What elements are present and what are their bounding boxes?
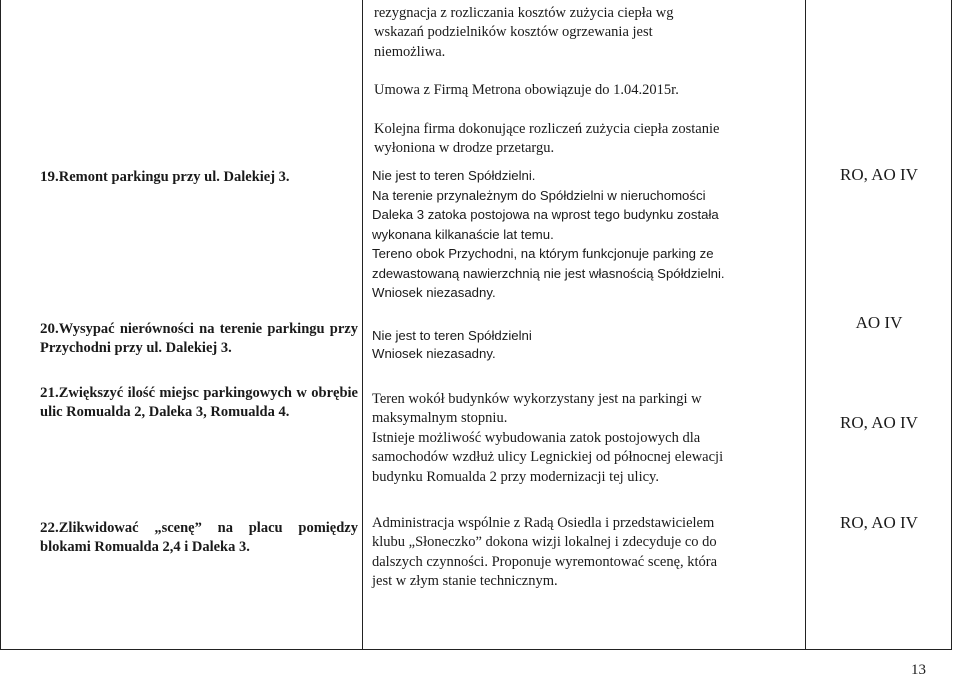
row-number: 20. xyxy=(40,321,59,337)
table-row xyxy=(40,320,358,358)
row-task: Wysypać nierówności na terenie parkingu przy Przychodni przy ul. Dalekiej 3. xyxy=(40,321,358,356)
row-task: Remont parkingu przy ul. Dalekiej 3. xyxy=(58,169,290,185)
continuation-paragraph: rezygnacja z rozliczania kosztów zużycia ciepła wg wskazań podzielników kosztów ogrzewania jest niemożliwa. xyxy=(374,5,674,60)
table-row xyxy=(40,384,358,422)
description-line: Teren wokół budynków wykorzystany jest na parkingi w maksymalnym stopniu. xyxy=(372,391,702,427)
row-description xyxy=(372,327,734,363)
row-number: 19. xyxy=(40,169,59,185)
column-divider-1 xyxy=(362,0,363,650)
table-row xyxy=(40,168,350,187)
continuation-text xyxy=(374,4,724,158)
responsible-label: RO, AO IV xyxy=(840,165,918,184)
row-description xyxy=(372,390,734,487)
description-line: Administracja wspólnie z Radą Osiedla i przedstawicielem klubu „Słoneczko” dokona wizji lokalnej i zdecyduje co do dalszych czynności. Proponuje wyremontować scenę, która jest w złym stanie technicznym. xyxy=(372,515,718,590)
description-line: Istnieje możliwość wybudowania zatok postojowych dla samochodów wzdłuż ulicy Legnickiej od północnej elewacji budynku Romualda 2 przy modernizacji tej ulicy. xyxy=(372,429,724,485)
continuation-paragraph: Umowa z Firmą Metrona obowiązuje do 1.04.2015r. xyxy=(374,82,679,99)
description-line: Tereno obok Przychodni, na którym funkcjonuje parking ze zdewastowaną nawierzchnią nie jest własnością Spółdzielni. Wniosek niezasadny. xyxy=(372,246,725,300)
responsible-label: RO, AO IV xyxy=(840,513,918,532)
row-number: 22. xyxy=(40,520,59,536)
description-line: Wniosek niezasadny. xyxy=(372,346,496,361)
row-number: 21. xyxy=(40,385,59,401)
table-row xyxy=(40,519,358,557)
continuation-paragraph: Kolejna firma dokonujące rozliczeń zużycia ciepła zostanie wyłoniona w drodze przetargu. xyxy=(374,120,720,157)
page-number: 13 xyxy=(911,662,926,678)
row-description xyxy=(372,166,734,303)
row-task: Zlikwidować „scenę” na placu pomiędzy blokami Romualda 2,4 i Daleka 3. xyxy=(40,520,358,555)
responsible-label: RO, AO IV xyxy=(840,413,918,432)
description-line: Nie jest to teren Spółdzielni. xyxy=(372,168,536,183)
description-line: Nie jest to teren Spółdzielni xyxy=(372,328,532,343)
description-line: Na terenie przynależnym do Spółdzielni w nieruchomości Daleka 3 zatoka postojowa na wprost tego budynku została wykonana kilkanaście lat temu. xyxy=(372,187,719,242)
row-task: Zwiększyć ilość miejsc parkingowych w obrębie ulic Romualda 2, Daleka 3, Romualda 4. xyxy=(40,385,358,420)
row-description xyxy=(372,514,734,592)
responsible-label: AO IV xyxy=(855,313,903,332)
